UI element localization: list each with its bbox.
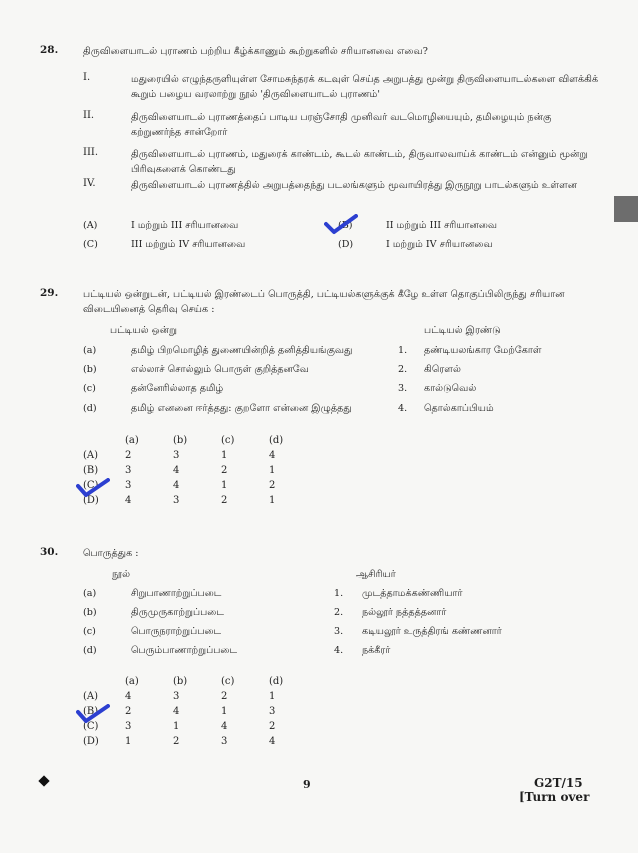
list-one-heading: பட்டியல் ஒன்று xyxy=(110,325,178,336)
book-item: திருமுருகாற்றுப்படை xyxy=(131,607,224,618)
answer-option-d[interactable] xyxy=(83,493,317,508)
list-one-item: தமிழ் பிறமொழித் துணையின்றித் தனித்தியங்குவது xyxy=(131,345,353,356)
answer-option-c[interactable] xyxy=(83,719,317,734)
answer-grid-header xyxy=(83,433,317,448)
answer-cell: 1 xyxy=(269,691,276,702)
answer-option-d[interactable] xyxy=(83,734,317,749)
option-label: (D) xyxy=(83,495,99,506)
row-label: (a) xyxy=(83,345,97,356)
answer-cell: 2 xyxy=(269,480,276,491)
question-text: திருவிளையாடல் புராணம் பற்றிய கீழ்க்காணும் கூற்றுகளில் சரியானவை எவை? xyxy=(83,46,428,57)
question-number: 29. xyxy=(40,287,59,299)
question-text: பொருத்துக : xyxy=(83,548,139,559)
column-head: (b) xyxy=(173,676,188,687)
option-label: (B) xyxy=(338,220,353,231)
author-item: கடியலூர் உருத்திரங் கண்ணனார் xyxy=(362,626,502,637)
row-label: (c) xyxy=(83,383,96,394)
row-label: (a) xyxy=(83,588,97,599)
option-label: (C) xyxy=(83,239,98,250)
book-item: சிறுபாணாற்றுப்படை xyxy=(131,588,222,599)
answer-cell: 4 xyxy=(125,691,132,702)
answer-cell: 3 xyxy=(125,465,132,476)
answer-cell: 4 xyxy=(173,465,180,476)
answer-cell: 2 xyxy=(221,495,228,506)
row-label: (d) xyxy=(83,645,97,656)
answer-cell: 3 xyxy=(173,691,180,702)
answer-cell: 2 xyxy=(125,706,132,717)
column-head: (b) xyxy=(173,435,188,446)
answer-tick-mark xyxy=(76,704,110,724)
option-text: I மற்றும் III சரியானவை xyxy=(131,220,239,231)
list-two-item: தொல்காப்பியம் xyxy=(424,403,494,414)
row-number: 1. xyxy=(398,345,408,356)
answer-cell: 4 xyxy=(221,721,228,732)
answer-cell: 3 xyxy=(125,721,132,732)
answer-cell: 4 xyxy=(269,450,276,461)
option-label: (D) xyxy=(83,736,99,747)
answer-option-a[interactable] xyxy=(83,448,317,463)
row-number: 2. xyxy=(398,364,408,375)
answer-option-a[interactable] xyxy=(83,689,317,704)
question-number: 28. xyxy=(40,44,59,56)
row-number: 4. xyxy=(334,645,344,656)
book-item: பொருநராற்றுப்படை xyxy=(131,626,222,637)
option-text: I மற்றும் IV சரியானவை xyxy=(386,239,493,250)
statement-number: IV. xyxy=(83,178,96,189)
match-row xyxy=(83,383,603,399)
match-row xyxy=(83,607,603,623)
answer-grid xyxy=(83,433,317,508)
match-row xyxy=(83,403,603,419)
option-label: (D) xyxy=(338,239,354,250)
match-row xyxy=(83,588,603,604)
statement-text: திருவிளையாடல் புராணத்தைப் பாடிய பரஞ்சோதி முனிவர் வடமொழியையும், தமிழையும் நன்கு கற்றுணர்ந்த சான்றோர் xyxy=(131,112,552,138)
answer-cell: 1 xyxy=(269,465,276,476)
answer-cell: 3 xyxy=(173,450,180,461)
match-row xyxy=(83,645,603,661)
author-item: முடத்தாமக்கண்ணியார் xyxy=(362,588,463,599)
answer-cell: 3 xyxy=(269,706,276,717)
statement-number: II. xyxy=(83,110,95,121)
diamond-bullet-icon xyxy=(38,775,49,786)
row-label: (d) xyxy=(83,403,97,414)
match-row xyxy=(83,364,603,380)
list-two-item: கால்டுவெல் xyxy=(424,383,477,394)
answer-cell: 1 xyxy=(221,706,228,717)
question-number: 30. xyxy=(40,546,59,558)
answer-cell: 4 xyxy=(173,706,180,717)
option-label: (A) xyxy=(83,691,99,702)
row-label: (b) xyxy=(83,364,97,375)
row-number: 4. xyxy=(398,403,408,414)
paper-code: G2T/15 xyxy=(534,776,583,790)
statement-number: III. xyxy=(83,147,99,158)
option-label: (A) xyxy=(83,450,99,461)
option-label: (C) xyxy=(83,480,99,491)
answer-cell: 3 xyxy=(173,495,180,506)
book-item: பெரும்பாணாற்றுப்படை xyxy=(131,645,238,656)
answer-cell: 1 xyxy=(173,721,180,732)
author-item: நக்கீரர் xyxy=(362,645,391,656)
column-head: (a) xyxy=(125,676,139,687)
answer-cell: 1 xyxy=(221,450,228,461)
statement-number: I. xyxy=(83,72,91,83)
answer-tick-mark xyxy=(76,478,110,498)
answer-option-b[interactable] xyxy=(83,704,317,719)
author-column-heading: ஆசிரியர் xyxy=(356,569,396,580)
answer-cell: 2 xyxy=(269,721,276,732)
column-head: (d) xyxy=(269,435,284,446)
match-row xyxy=(83,626,603,642)
statement-text: திருவிளையாடல் புராணம், மதுரைக் காண்டம், கூடல் காண்டம், திருவாலவாய்க் காண்டம் என்னும் மூன்று பிரிவுகளைக் கொண்டது xyxy=(131,149,588,175)
list-two-item: தண்டியலங்கார மேற்கோள் xyxy=(424,345,542,356)
answer-cell: 2 xyxy=(173,736,180,747)
row-number: 2. xyxy=(334,607,344,618)
answer-cell: 1 xyxy=(125,736,132,747)
author-item: நல்லூர் நத்தத்தனார் xyxy=(362,607,447,618)
column-head: (c) xyxy=(221,676,235,687)
page-number: 9 xyxy=(303,778,311,791)
list-one-item: எல்லாச் சொல்லும் பொருள் குறித்தனவே xyxy=(131,364,309,375)
answer-cell: 4 xyxy=(269,736,276,747)
option-label: (B) xyxy=(83,465,99,476)
answer-cell: 4 xyxy=(125,495,132,506)
answer-cell: 4 xyxy=(173,480,180,491)
list-two-heading: பட்டியல் இரண்டு xyxy=(424,325,501,336)
book-column-heading: நூல் xyxy=(112,569,131,580)
column-head: (d) xyxy=(269,676,284,687)
column-head: (a) xyxy=(125,435,139,446)
option-label: (B) xyxy=(83,706,99,717)
answer-cell: 2 xyxy=(221,691,228,702)
page-edge-tab xyxy=(614,196,638,222)
answer-cell: 3 xyxy=(125,480,132,491)
answer-cell: 2 xyxy=(221,465,228,476)
option-label: (C) xyxy=(83,721,99,732)
question-30 xyxy=(40,546,605,766)
question-28 xyxy=(40,44,605,254)
turn-over-note: [Turn over xyxy=(519,790,590,804)
match-row xyxy=(83,345,603,361)
answer-cell: 3 xyxy=(221,736,228,747)
list-one-item: தமிழ் எனனை ஈர்த்தது: குறளோ என்னை இழுத்தது xyxy=(131,403,352,414)
row-number: 3. xyxy=(398,383,408,394)
option-label: (A) xyxy=(83,220,98,231)
statement-text: மதுரையில் எழுந்தருளியுள்ள சோமசுந்தரக் கடவுள் செய்த அறுபத்து மூன்று திருவிளையாடல்களை விளக்கிக் கூறும் பழைய வரலாற்று நூல் 'திருவிளையாடல் புராணம்' xyxy=(131,74,599,100)
answer-cell: 1 xyxy=(269,495,276,506)
question-text: பட்டியல் ஒன்றுடன், பட்டியல் இரண்டைப் பொருத்தி, பட்டியல்களுக்குக் கீழே உள்ள தொகுப்பிலிருந்து சரியான விடையினைத் தெரிவு செய்க : xyxy=(83,289,565,315)
answer-cell: 2 xyxy=(125,450,132,461)
row-label: (b) xyxy=(83,607,97,618)
list-one-item: தன்னேரில்லாத தமிழ் xyxy=(131,383,224,394)
column-head: (c) xyxy=(221,435,235,446)
answer-tick-mark xyxy=(324,214,358,236)
row-number: 3. xyxy=(334,626,344,637)
answer-option-c[interactable] xyxy=(83,478,317,493)
answer-grid xyxy=(83,674,317,749)
row-number: 1. xyxy=(334,588,344,599)
option-text: III மற்றும் IV சரியானவை xyxy=(131,239,246,250)
option-text: II மற்றும் III சரியானவை xyxy=(386,220,498,231)
question-29 xyxy=(40,287,605,517)
statement-text: திருவிளையாடல் புராணத்தில் அறுபத்தைந்து படலங்களும் மூவாயிரத்து இருநூறு பாடல்களும் உள்ளன xyxy=(131,180,578,191)
answer-cell: 1 xyxy=(221,480,228,491)
answer-option-b[interactable] xyxy=(83,463,317,478)
row-label: (c) xyxy=(83,626,96,637)
answer-grid-header xyxy=(83,674,317,689)
list-two-item: கிரௌல் xyxy=(424,364,461,375)
